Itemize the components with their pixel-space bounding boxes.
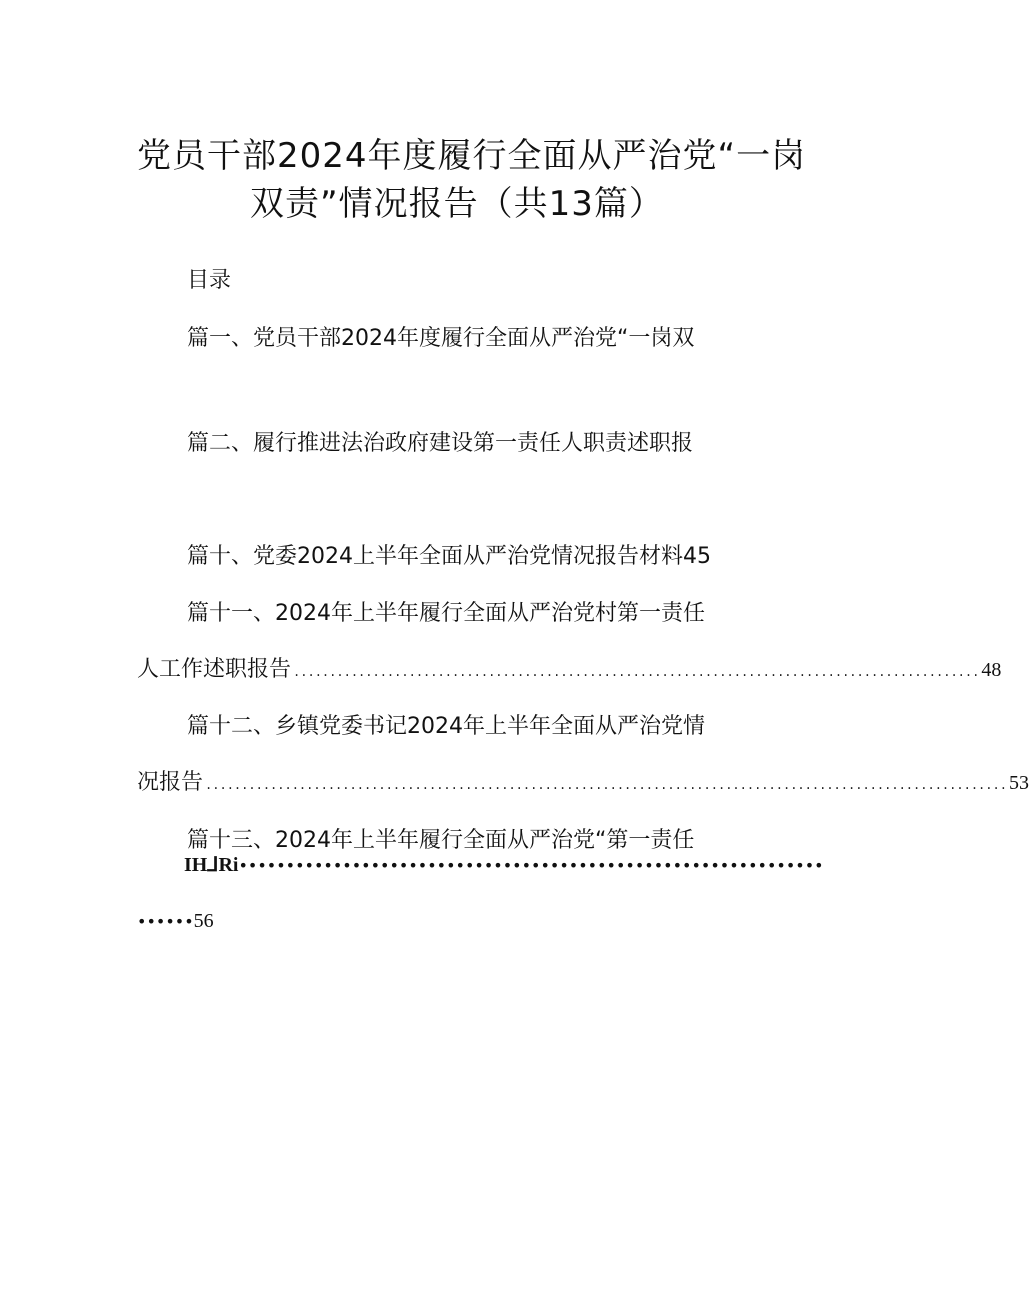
toc-entry-12-line-1[interactable]: 篇十二、乡镇党委书记2024年上半年全面从严治党情 — [187, 714, 705, 739]
page-number: 56 — [193, 910, 214, 932]
toc-heading: 目录 — [187, 268, 232, 293]
toc-entry-11-line-1[interactable]: 篇十一、2024年上半年履行全面从严治党村第一责任 — [187, 601, 705, 626]
toc-entry-11-continuation: 人工作述职报告 — [137, 657, 292, 682]
page-number: 53 — [1008, 772, 1029, 794]
toc-entry-11-line-2[interactable] — [137, 655, 1002, 687]
toc-entry-2[interactable]: 篇二、履行推进法治政府建设第一责任人职责述职报 — [187, 431, 694, 456]
toc-entry-1[interactable]: 篇一、党员干部2024年度履行全面从严治党“一岗双 — [187, 326, 695, 351]
toc-entry-10[interactable]: 篇十、党委2024上半年全面从严治党情况报告材料45 — [187, 544, 711, 569]
toc-entry-13-line-2[interactable] — [184, 851, 824, 879]
toc-entry-13-line-3[interactable] — [137, 907, 214, 935]
page-number: 48 — [981, 659, 1002, 681]
toc-entry-13-continuation: IH⅃Ri — [184, 854, 239, 876]
dot-leader: ............................................................................................................... — [205, 778, 1007, 792]
toc-entry-13-line-1[interactable]: 篇十三、2024年上半年履行全面从严治党“第一责任 — [187, 828, 695, 853]
document-title-line-1: 党员干部2024年度履行全面从严治党“一岗 — [137, 136, 807, 176]
dot-leader: ............................................................................................... — [293, 665, 980, 679]
bullet-leader: •••••••••••••••••••••••••••••••••••••••••••••••••••••••••••••• — [238, 856, 824, 875]
toc-entry-12-continuation: 况报告 — [137, 770, 204, 795]
bullet-leader: •••••• — [137, 912, 194, 931]
document-title-line-2: 双责”情况报告（共13篇） — [250, 184, 664, 224]
toc-entry-12-line-2[interactable] — [137, 768, 1029, 800]
